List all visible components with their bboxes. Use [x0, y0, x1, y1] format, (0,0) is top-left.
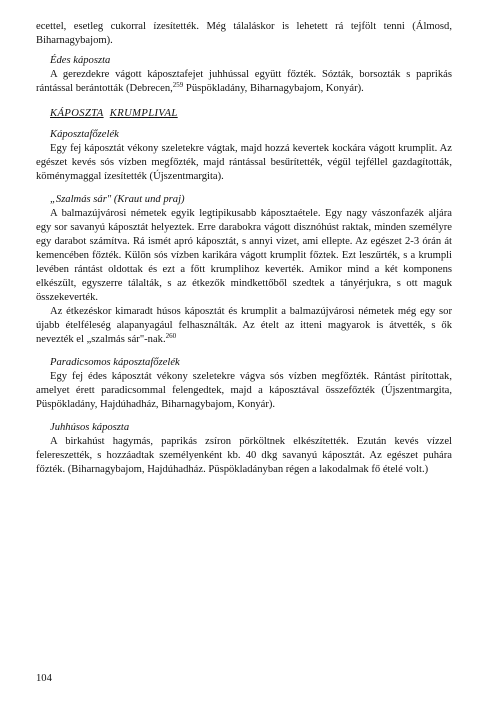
recipe-text-juhhusos: A birkahúst hagymás, paprikás zsíron pörköltnek elkészítették. Ezután kevés vízzel felereszették, s hozzáadtak személyenként kb. 40 dkg savanyú káposztát. Az egészet puhára főzték. (Biharnagybajom, Hajdúhadház. Püspökladányban régen a lakodalmak fő ételé volt.) — [36, 436, 452, 475]
footnote-ref: 259 — [172, 81, 184, 89]
section-title-word: KRUMPLIVAL — [109, 108, 178, 119]
recipe-heading-szalmas-sar: „Szalmás sár" (Kraut und praj) — [50, 194, 185, 205]
section-title — [36, 108, 452, 119]
recipe-text-edes-kaposzta — [36, 68, 452, 96]
section-title-word: KÁPOSZTA — [50, 108, 104, 119]
recipe-text-part: A gerezdekre vágott káposztafejet juhhússal együtt főzték. Sózták, borsozták s paprikás rántással berántották (Debrecen, — [36, 69, 452, 94]
recipe-text-kaposztafozelek: Egy fej káposztát vékony szeletekre vágtak, majd hozzá kevertek kockára vágott krumplit. Az egészet kevés sós vízben megfőzték, majd rántással besűrítették, végül tejféllel gazdagították, köménymaggal ízesítették (Újszentmargita). — [36, 143, 452, 182]
recipe-text-part: Püspökladány, Biharnagybajom, Konyár). — [183, 83, 364, 94]
page-number: 104 — [36, 673, 52, 684]
recipe-heading-kaposztafozelek: Káposztafőzelék — [50, 129, 119, 140]
recipe-text-part: Az étkezéskor kimaradt húsos káposztát és krumplit a balmazújvárosi németek még egy sor újabb ételféleség alapanyagául felhasználták. Az ételt az itteni magyarok is átvették, s ők nevezték el „szalmás sár"-nak. — [36, 306, 452, 345]
recipe-text-szalmas-sar: A balmazújvárosi németek egyik legtipikusabb káposztaétele. Egy nagy vászonfazék aljára egy sor savanyú káposztát helyeztek. Erre darabokra vágott disznóhúst raktak, minden személyre egy darabot számítva. Rá ismét apró káposztát, s annyi vizet, ami ellepte. Az egészet 2-3 órán át kemencében főzték. Külön sós vízben karikára vágott krumplit főztek. Ezt leszűrték, s a krumpli levében rántást oldottak és ezt a főtt krumplihoz keverték. Amikor mind a két komponens elkészült, egyszerre tálalták, s az étkezők mindkettőből szedtek a tányérjukra, s ott maguk összekeverték. — [36, 208, 452, 303]
footnote-ref: 260 — [165, 332, 177, 340]
recipe-text-paradicsomos: Egy fej édes káposztát vékony szeletekre vágva sós vízben megfőzték. Rántást pirítottak, amelyet érett paradicsommal felengedtek, majd a káposztával összefőzték (Újszentmargita, Püspökladány, Hajdúhadház, Biharnagybajom, Konyár). — [36, 371, 452, 410]
recipe-text-szalmas-sar-2 — [36, 305, 452, 347]
recipe-heading-edes-kaposzta: Édes káposzta — [50, 55, 111, 66]
intro-paragraph: ecettel, esetleg cukorral ízesítették. Még tálaláskor is lehetett rá tejfölt tenni (Álmosd, Biharnagybajom). — [36, 21, 452, 46]
recipe-heading-juhhusos: Juhhúsos káposzta — [50, 422, 130, 433]
recipe-heading-paradicsomos: Paradicsomos káposztafőzelék — [50, 357, 180, 368]
